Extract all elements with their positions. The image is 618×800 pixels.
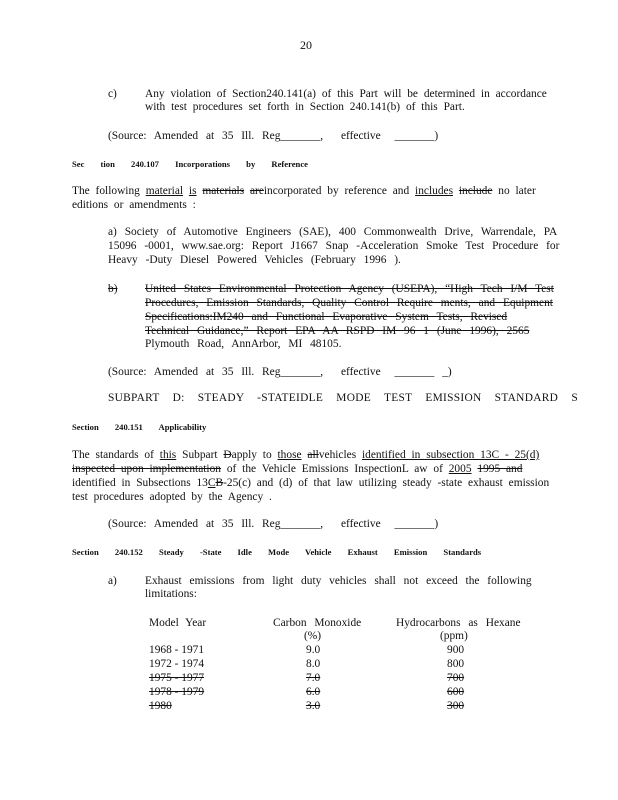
table-header-hc: Hydrocarbons as Hexane [396, 617, 521, 629]
deleted-are: are [249, 185, 264, 197]
ref-b-line1: United States Environmental Protection Agency (USEPA), “High Tech I/M Test [145, 283, 554, 295]
ref-b-line3: Specifications:IM240 and Functional Evaporative System Tests, Revised [145, 311, 508, 323]
source-prefix: (Source: Amended at 35 Ill. Reg [108, 366, 281, 378]
inserted-this: this [159, 449, 177, 461]
table-cell-model-year: 1980 [149, 700, 172, 712]
table-cell-hc: 700 [447, 672, 465, 684]
text: The standards of [72, 449, 154, 461]
item-a-line1: Exhaust emissions from light duty vehicles shall not exceed the following [145, 575, 532, 587]
inserted-identified: identified in subsection 13C - 25(d) [362, 449, 540, 461]
deleted-inspected: inspected upon implementation [72, 463, 221, 475]
deleted-1995: 1995 and [477, 463, 523, 475]
ref-a-line3: Heavy -Duty Diesel Powered Vehicles (February 1996 ). [108, 254, 401, 266]
section-152-heading: Section 240.152 Steady -State Idle Mode Vehicle Exhaust Emission Standards [72, 547, 482, 557]
table-header-hc-unit: (ppm) [440, 630, 468, 642]
item-a-line2: limitations: [145, 588, 197, 600]
deleted-d: D [223, 449, 232, 461]
intro-text-c: no later [498, 185, 536, 197]
source-prefix: (Source: Amended at 35 Ill. Reg [108, 518, 281, 530]
inserted-2005: 2005 [448, 463, 472, 475]
source-effective: effective [341, 366, 381, 378]
section-151-line4: test procedures adopted by the Agency . [72, 491, 272, 503]
section-151-line1 [72, 449, 539, 461]
text: identified in Subsections 13 [72, 477, 208, 489]
intro-text-a: The following [72, 185, 140, 197]
table-cell-model-year: 1975 - 1977 [149, 672, 205, 684]
table-header-model-year: Model Year [149, 617, 207, 629]
source-blank-date: _______) [394, 130, 439, 142]
section-151-heading: Section 240.151 Applicability [72, 422, 207, 432]
source-note-2 [108, 366, 452, 378]
deleted-b: B [215, 477, 224, 489]
table-cell-hc: 300 [447, 700, 465, 712]
source-prefix: (Source: Amended at 35 Ill. Reg [108, 130, 281, 142]
section-107-intro-line2: editions or amendments : [72, 199, 196, 211]
inserted-c: C [207, 477, 216, 489]
section-107-intro-line1 [72, 185, 536, 197]
section-107-heading: Sec tion 240.107 Incorporations by Reference [72, 159, 308, 169]
text: apply to [231, 449, 272, 461]
deleted-materials: materials [202, 185, 245, 197]
source-note-3 [108, 518, 438, 530]
ref-b-marker: b) [108, 283, 118, 295]
table-cell-co: 6.0 [306, 686, 321, 698]
table-cell-hc: 600 [447, 686, 465, 698]
inserted-those: those [277, 449, 302, 461]
inserted-material: material [145, 185, 184, 197]
item-a-marker: a) [108, 575, 117, 587]
table-cell-hc: 800 [447, 658, 465, 670]
table-header-co-unit: (%) [304, 630, 322, 642]
ref-b-line4: Technical Guidance,” Report EPA AA RSPD IM 96 1 (June 1996), 2565 [145, 325, 530, 337]
text: Subpart [182, 449, 218, 461]
intro-text-b: incorporated by reference and [263, 185, 410, 197]
table-cell-co: 7.0 [306, 672, 321, 684]
source-effective: effective [341, 130, 381, 142]
section-151-line3 [72, 477, 549, 489]
subpart-title: SUBPART D: STEADY -STATEIDLE MODE TEST EMISSION STANDARD S [108, 392, 578, 404]
deleted-all: all [307, 449, 319, 461]
source-blank-date: _______ _) [394, 366, 452, 378]
item-c-line2: with test procedures set forth in Section 240.141(b) of this Part. [145, 101, 465, 113]
table-cell-hc: 900 [447, 644, 465, 656]
inserted-is: is [188, 185, 197, 197]
section-151-line2 [72, 463, 522, 475]
source-blank-reg: _______, [280, 518, 324, 530]
source-blank-reg: _______, [280, 366, 324, 378]
table-cell-model-year: 1978 - 1979 [149, 686, 205, 698]
table-cell-co: 8.0 [306, 658, 321, 670]
source-blank-date: _______) [394, 518, 439, 530]
ref-a-line1: a) Society of Automotive Engineers (SAE), 400 Commonwealth Drive, Warrendale, PA [108, 226, 558, 238]
item-c-line1: Any violation of Section240.141(a) of this Part will be determined in accordance [145, 88, 547, 100]
table-cell-model-year: 1972 - 1974 [149, 658, 205, 670]
page-number: 20 [300, 38, 312, 52]
ref-b-line2: Procedures, Emission Standards, Quality Control Require ments, and Equipment [145, 297, 553, 309]
source-note-1 [108, 130, 438, 142]
table-cell-model-year: 1968 - 1971 [149, 644, 205, 656]
source-blank-reg: _______, [280, 130, 324, 142]
item-c-marker: c) [108, 88, 117, 100]
ref-a-line2: 15096 -0001, www.sae.org: Report J1667 Snap -Acceleration Smoke Test Procedure for [108, 240, 560, 252]
table-header-co: Carbon Monoxide [273, 617, 362, 629]
deleted-include: include [458, 185, 493, 197]
text: -25(c) and (d) of that law utilizing steady -state exhaust emission [223, 477, 550, 489]
table-cell-co: 9.0 [306, 644, 321, 656]
table-cell-co: 3.0 [306, 700, 321, 712]
ref-b-line5: Plymouth Road, AnnArbor, MI 48105. [145, 338, 342, 350]
source-effective: effective [341, 518, 381, 530]
inserted-includes: includes [415, 185, 454, 197]
text: vehicles [318, 449, 357, 461]
text: of the Vehicle Emissions InspectionL aw of [226, 463, 443, 475]
